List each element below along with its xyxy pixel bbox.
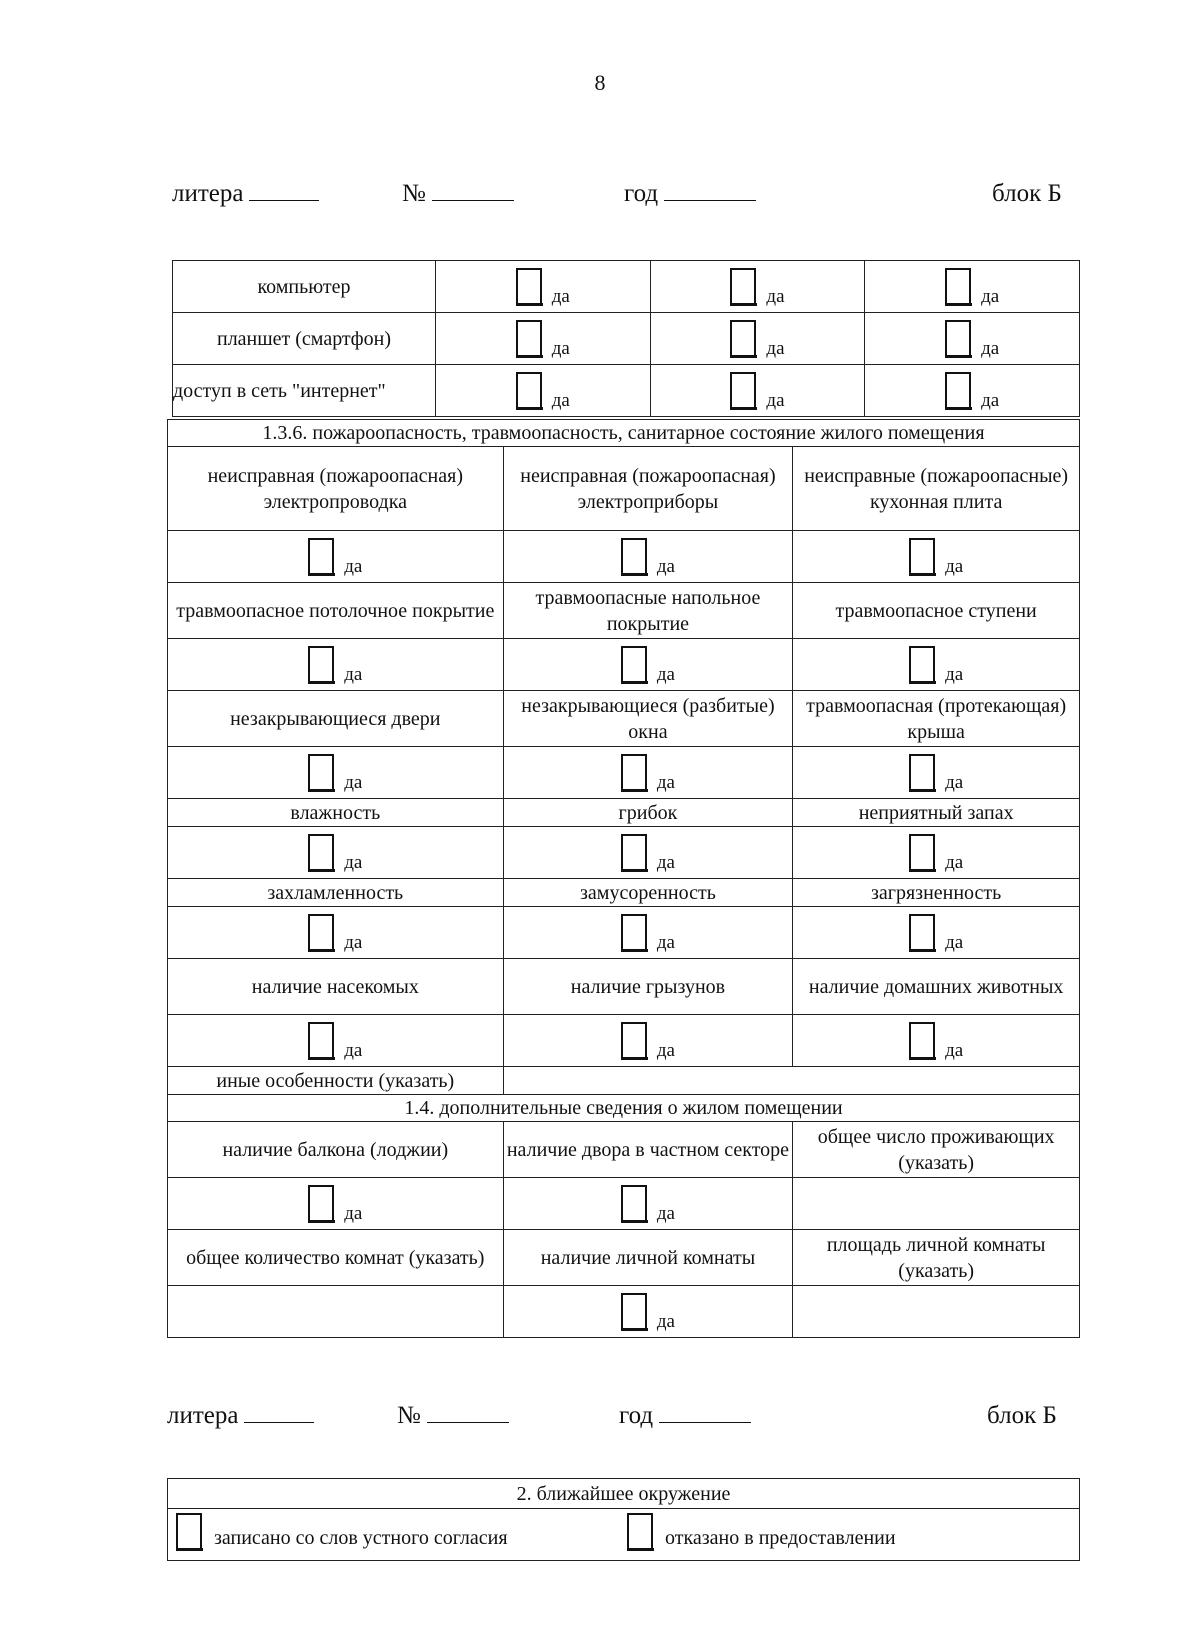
yes-label: да (766, 285, 785, 307)
yes-label: да (656, 1310, 675, 1332)
yes-label: да (344, 851, 363, 873)
block-label: блок Б (987, 1402, 1057, 1429)
yes-checkbox[interactable] (308, 1022, 334, 1060)
yes-label: да (656, 771, 675, 793)
table-row (168, 799, 1080, 827)
checkbox-cell (793, 827, 1080, 879)
yes-label: да (766, 337, 785, 359)
info-label: общее число проживающих (указать) (793, 1122, 1080, 1178)
checkbox-cell (503, 639, 793, 691)
yes-checkbox[interactable] (308, 914, 334, 952)
condition-label: наличие насекомых (168, 959, 504, 1015)
residents-count-input[interactable] (793, 1178, 1080, 1230)
yes-checkbox[interactable] (308, 834, 334, 872)
table-row (168, 1067, 1080, 1095)
yes-checkbox[interactable] (621, 834, 647, 872)
table-row (168, 447, 1080, 531)
table-row (168, 531, 1080, 583)
yes-label: да (344, 771, 363, 793)
condition-label: загрязненность (793, 879, 1080, 907)
consent-label: записано со слов устного согласия (214, 1526, 508, 1549)
option-refused[interactable] (627, 1512, 896, 1552)
yes-checkbox[interactable] (621, 1293, 647, 1331)
yes-label: да (551, 389, 570, 411)
checkbox-cell (793, 747, 1080, 799)
room-area-input[interactable] (793, 1286, 1080, 1338)
consent-checkbox[interactable] (176, 1513, 202, 1551)
table-row (168, 959, 1080, 1015)
yes-label: да (945, 663, 964, 685)
checkbox-cell (168, 1015, 504, 1067)
condition-label: наличие грызунов (503, 959, 793, 1015)
yes-checkbox[interactable] (909, 834, 935, 872)
condition-label: травмоопасные напольное покрытие (503, 583, 793, 639)
yes-checkbox[interactable] (621, 646, 647, 684)
option-verbal-consent[interactable] (176, 1512, 508, 1552)
info-label: наличие личной комнаты (503, 1230, 793, 1286)
condition-label: незакрывающиеся двери (168, 691, 504, 747)
refused-label: отказано в предоставлении (665, 1526, 896, 1549)
yes-checkbox[interactable] (909, 914, 935, 952)
yes-label: да (656, 1039, 675, 1061)
yes-label: да (945, 851, 964, 873)
yes-checkbox[interactable] (621, 538, 647, 576)
year-field[interactable] (624, 180, 756, 208)
devices-table (172, 260, 1080, 417)
yes-checkbox[interactable] (909, 754, 935, 792)
checkbox-cell (168, 907, 504, 959)
table-row (168, 1286, 1080, 1338)
checkbox-cell (793, 531, 1080, 583)
yes-label: да (344, 663, 363, 685)
yes-label: да (551, 337, 570, 359)
yes-label: да (656, 1202, 675, 1224)
yes-label: да (344, 555, 363, 577)
table-row (168, 1015, 1080, 1067)
number-field[interactable] (402, 180, 514, 208)
other-features-label: иные особенности (указать) (168, 1067, 504, 1095)
table-row (168, 747, 1080, 799)
condition-label: неисправная (пожароопасная) электроприборы (503, 447, 793, 531)
checkbox-cell (650, 313, 865, 365)
block-label: блок Б (992, 180, 1062, 207)
rooms-count-input[interactable] (168, 1286, 504, 1338)
table-row (168, 691, 1080, 747)
checkbox-cell (793, 1015, 1080, 1067)
checkbox-cell (503, 531, 793, 583)
yes-checkbox[interactable] (308, 1185, 334, 1223)
yes-label: да (945, 555, 964, 577)
checkbox-cell (503, 747, 793, 799)
yes-checkbox[interactable] (308, 754, 334, 792)
yes-checkbox[interactable] (516, 372, 542, 410)
yes-checkbox[interactable] (945, 372, 971, 410)
checkbox-cell (793, 639, 1080, 691)
yes-label: да (656, 931, 675, 953)
info-label: наличие балкона (лоджии) (168, 1122, 504, 1178)
table-row (173, 365, 1080, 417)
condition-label: захламленность (168, 879, 504, 907)
yes-checkbox[interactable] (516, 268, 542, 306)
year-label: год (619, 1402, 654, 1429)
condition-label: травмоопасное ступени (793, 583, 1080, 639)
nearest-environment-section (167, 1478, 1080, 1561)
yes-label: да (344, 1202, 363, 1224)
yes-checkbox[interactable] (308, 538, 334, 576)
yes-label: да (981, 389, 1000, 411)
table-row (168, 1122, 1080, 1178)
yes-label: да (981, 337, 1000, 359)
checkbox-cell (503, 1286, 793, 1338)
info-label: наличие двора в частном секторе (503, 1122, 793, 1178)
year-label: год (624, 180, 659, 207)
condition-label: неисправная (пожароопасная) электропроводка (168, 447, 504, 531)
number-label: № (402, 180, 426, 207)
condition-label: травмоопасное потолочное покрытие (168, 583, 504, 639)
device-label: компьютер (173, 261, 436, 313)
yes-label: да (656, 555, 675, 577)
yes-checkbox[interactable] (945, 320, 971, 358)
checkbox-cell (503, 1178, 793, 1230)
condition-label: влажность (168, 799, 504, 827)
number-field[interactable] (397, 1402, 509, 1430)
yes-checkbox[interactable] (621, 1022, 647, 1060)
yes-checkbox[interactable] (909, 538, 935, 576)
checkbox-cell (168, 747, 504, 799)
table-row (173, 261, 1080, 313)
checkbox-cell (168, 827, 504, 879)
yes-checkbox[interactable] (730, 268, 756, 306)
yes-label: да (945, 771, 964, 793)
year-field[interactable] (619, 1402, 751, 1430)
yes-label: да (344, 931, 363, 953)
number-label: № (397, 1402, 421, 1429)
condition-label: замусоренность (503, 879, 793, 907)
section-title-row (168, 1095, 1080, 1122)
yes-label: да (766, 389, 785, 411)
checkbox-cell (436, 365, 651, 417)
yes-label: да (551, 285, 570, 307)
refused-checkbox[interactable] (627, 1513, 653, 1551)
checkbox-cell (168, 639, 504, 691)
table-row (168, 639, 1080, 691)
section-14-title: 1.4. дополнительные сведения о жилом помещении (168, 1095, 1080, 1122)
condition-label: грибок (503, 799, 793, 827)
yes-label: да (945, 1039, 964, 1061)
table-row (173, 313, 1080, 365)
checkbox-cell (865, 365, 1080, 417)
yes-checkbox[interactable] (308, 646, 334, 684)
checkbox-cell (650, 365, 865, 417)
yes-checkbox[interactable] (909, 646, 935, 684)
litera-label: литера (167, 1402, 239, 1429)
table-row (168, 879, 1080, 907)
litera-field[interactable] (172, 180, 319, 208)
checkbox-cell (168, 1178, 504, 1230)
table-row (168, 827, 1080, 879)
yes-label: да (344, 1039, 363, 1061)
yes-checkbox[interactable] (621, 1185, 647, 1223)
checkbox-cell (503, 1015, 793, 1067)
table-row (168, 1178, 1080, 1230)
yes-label: да (656, 663, 675, 685)
section-title-row (168, 420, 1080, 447)
device-label: доступ в сеть "интернет" (173, 365, 436, 417)
table-row (168, 907, 1080, 959)
checkbox-cell (436, 313, 651, 365)
yes-checkbox[interactable] (909, 1022, 935, 1060)
yes-checkbox[interactable] (516, 320, 542, 358)
section-136-title: 1.3.6. пожароопасность, травмоопасность, санитарное состояние жилого помещения (168, 420, 1080, 447)
litera-field[interactable] (167, 1402, 314, 1430)
condition-label: неисправные (пожароопасные) кухонная плита (793, 447, 1080, 531)
checkbox-cell (650, 261, 865, 313)
table-row (168, 1230, 1080, 1286)
device-label: планшет (смартфон) (173, 313, 436, 365)
condition-label: наличие домашних животных (793, 959, 1080, 1015)
info-label: площадь личной комнаты (указать) (793, 1230, 1080, 1286)
yes-label: да (656, 851, 675, 873)
checkbox-cell (503, 827, 793, 879)
litera-label: литера (172, 180, 244, 207)
info-label: общее количество комнат (указать) (168, 1230, 504, 1286)
yes-checkbox[interactable] (945, 268, 971, 306)
condition-label: травмоопасная (протекающая) крыша (793, 691, 1080, 747)
yes-label: да (981, 285, 1000, 307)
header-fields-2 (167, 1402, 1072, 1436)
header-fields (172, 180, 1077, 214)
housing-conditions-table (167, 419, 1080, 1338)
checkbox-cell (865, 313, 1080, 365)
checkbox-cell (168, 531, 504, 583)
page-number: 8 (594, 70, 606, 95)
yes-checkbox[interactable] (621, 914, 647, 952)
other-features-input[interactable] (503, 1067, 1079, 1095)
section-2-title: 2. ближайшее окружение (168, 1479, 1079, 1509)
yes-checkbox[interactable] (730, 372, 756, 410)
yes-checkbox[interactable] (730, 320, 756, 358)
condition-label: незакрывающиеся (разбитые) окна (503, 691, 793, 747)
checkbox-cell (503, 907, 793, 959)
table-row (168, 583, 1080, 639)
yes-checkbox[interactable] (621, 754, 647, 792)
checkbox-cell (436, 261, 651, 313)
yes-label: да (945, 931, 964, 953)
checkbox-cell (865, 261, 1080, 313)
checkbox-cell (793, 907, 1080, 959)
condition-label: неприятный запах (793, 799, 1080, 827)
